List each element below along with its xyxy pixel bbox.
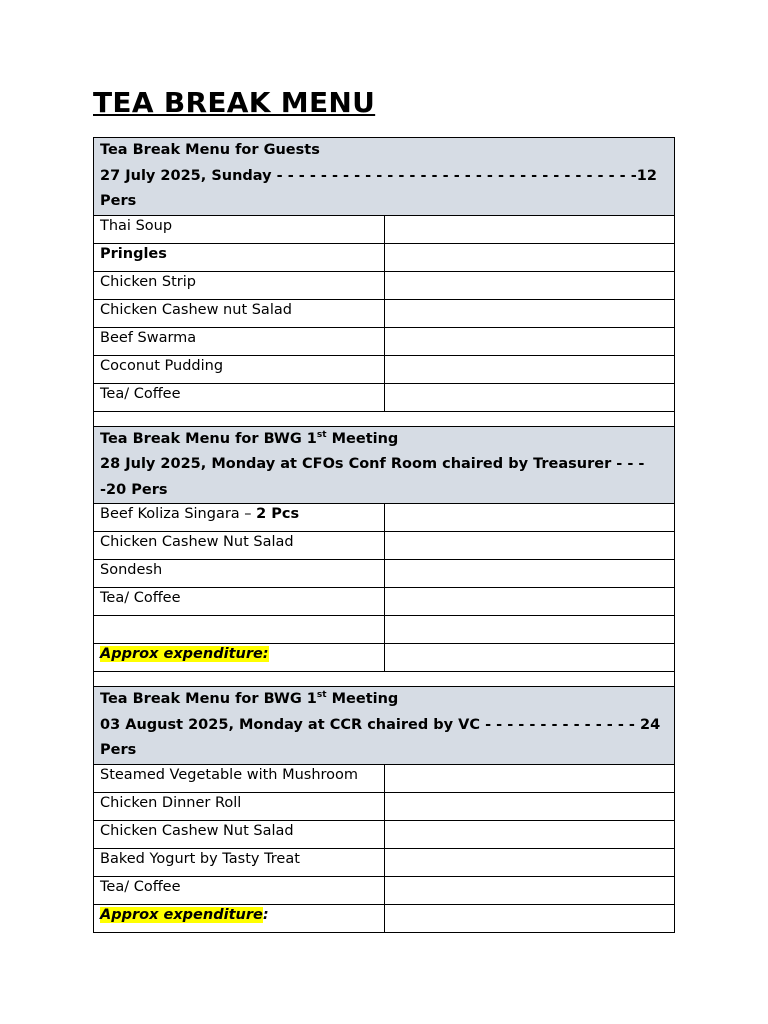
expenditure-amount [384,904,675,932]
menu-item: Tea/ Coffee [94,588,385,616]
menu-item: Beef Swarma [94,327,385,355]
expenditure-row [94,644,675,672]
section-detail: 03 August 2025, Monday at CCR chaired by VC - - - - - - - - - - - - - - 24 Pers [100,716,661,758]
table-row [94,355,675,383]
menu-item: Chicken Cashew Nut Salad [94,820,385,848]
amount-cell [384,560,675,588]
amount-cell [384,504,675,532]
amount-cell [384,215,675,243]
section-heading: Tea Break Menu for Guests [100,142,320,158]
amount-cell [384,299,675,327]
table-row [94,327,675,355]
amount-cell [384,820,675,848]
menu-item: Thai Soup [94,215,385,243]
menu-item: Chicken Cashew Nut Salad [94,532,385,560]
table-row [94,532,675,560]
amount-cell [384,588,675,616]
amount-cell [384,243,675,271]
expenditure-label: Approx expenditure: [94,904,385,932]
expenditure-label: Approx expenditure: [94,644,385,672]
section-heading: Tea Break Menu for BWG 1st Meeting [100,429,399,447]
section-header-guests [94,138,675,216]
menu-item: Beef Koliza Singara – 2 Pcs [94,504,385,532]
table-row [94,560,675,588]
amount-cell [384,616,675,644]
table-row [94,616,675,644]
menu-item: Chicken Cashew nut Salad [94,299,385,327]
document-title: TEA BREAK MENU [93,86,376,119]
menu-item: Steamed Vegetable with Mushroom [94,764,385,792]
menu-item: Coconut Pudding [94,355,385,383]
table-row [94,271,675,299]
table-row [94,820,675,848]
amount-cell [384,327,675,355]
menu-item: Sondesh [94,560,385,588]
section-heading: Tea Break Menu for BWG 1st Meeting [100,690,399,707]
menu-item: Tea/ Coffee [94,383,385,411]
section-detail: 27 July 2025, Sunday - - - - - - - - - - - - - - - - - - - - - - - - - - - - - - - - -12 Pers [100,167,657,209]
table-row [94,243,675,271]
table-row [94,588,675,616]
section-header-bwg-2 [94,687,675,765]
table-row [94,504,675,532]
section-detail: 28 July 2025, Monday at CFOs Conf Room chaired by Treasurer - - - -20 Pers [100,456,645,498]
menu-item: Pringles [94,243,385,271]
menu-item: Chicken Dinner Roll [94,792,385,820]
amount-cell [384,532,675,560]
amount-cell [384,792,675,820]
table-row [94,792,675,820]
menu-item: Tea/ Coffee [94,876,385,904]
table-row [94,383,675,411]
amount-cell [384,383,675,411]
amount-cell [384,271,675,299]
spacer-row [94,411,675,426]
expenditure-row [94,904,675,932]
section-header-bwg-1 [94,426,675,504]
table-row [94,215,675,243]
empty-item [94,616,385,644]
menu-table [93,137,675,933]
table-row [94,848,675,876]
amount-cell [384,764,675,792]
table-row [94,299,675,327]
menu-item: Baked Yogurt by Tasty Treat [94,848,385,876]
amount-cell [384,876,675,904]
amount-cell [384,355,675,383]
expenditure-amount [384,644,675,672]
amount-cell [384,848,675,876]
menu-item: Chicken Strip [94,271,385,299]
table-row [94,876,675,904]
spacer-row [94,672,675,687]
table-row [94,764,675,792]
